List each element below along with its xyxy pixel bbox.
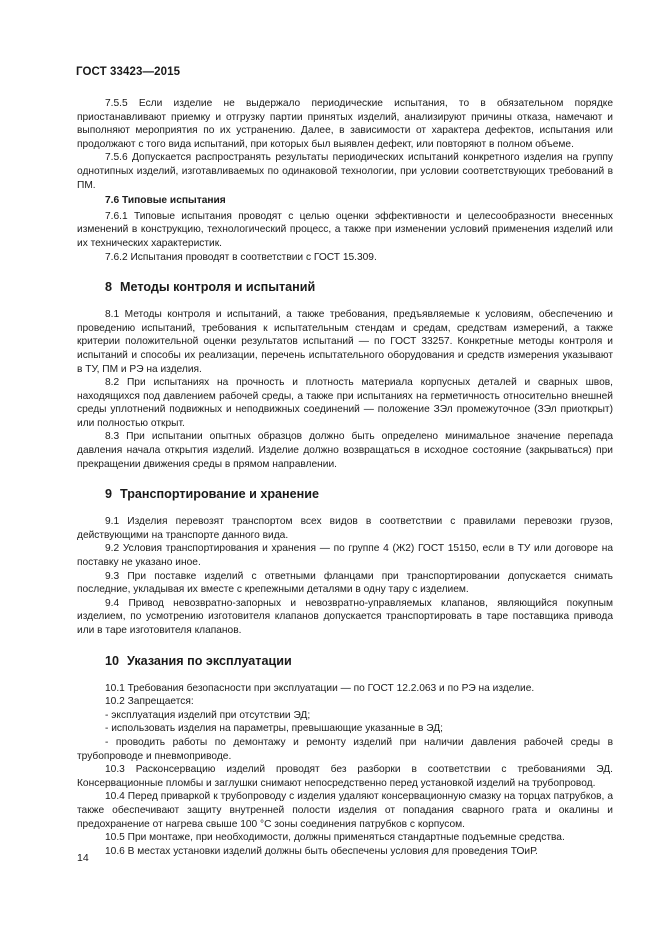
section-heading-8 bbox=[105, 280, 613, 294]
section-title: Методы контроля и испытаний bbox=[120, 280, 316, 295]
clause-10-1: 10.1 Требования безопасности при эксплуатации — по ГОСТ 12.2.063 и по РЭ на изделие. bbox=[105, 682, 535, 694]
clause-9-4: 9.4 Привод невозвратно-запорных и невозвратно-управляемых клапанов, являющийся покупным изделием, по усмотрению изготовителя клапанов допускается транспортировать в таре поставщика привода или в таре изготовителя клапанов. bbox=[77, 597, 613, 636]
list-item: - проводить работы по демонтажу и ремонту изделий при наличии давления рабочей среды в трубопроводе и пневмоприводе. bbox=[77, 736, 613, 762]
clause-10-5: 10.5 При монтаже, при необходимости, должны применяться стандартные подъемные средства. bbox=[105, 832, 565, 844]
clause-9-1: 9.1 Изделия перевозят транспортом всех видов в соответствии с правилами перевозки грузов, действующими на транспорте данного вида. bbox=[77, 516, 613, 541]
page-number: 14 bbox=[77, 852, 89, 864]
section-number: 9 bbox=[105, 487, 113, 502]
list-item: - эксплуатация изделий при отсутствии ЭД; bbox=[105, 709, 311, 721]
subsection-title-7-6: 7.6 Типовые испытания bbox=[105, 195, 226, 207]
list-item: - использовать изделия на параметры, превышающие указанные в ЭД; bbox=[105, 723, 443, 735]
clause-9-3: 9.3 При поставке изделий с ответными фланцами при транспортировании допускается снимать последние, укладывая их вместе с крепежными деталями в одну тару с изделием. bbox=[77, 570, 613, 596]
clause-8-2: 8.2 При испытаниях на прочность и плотность материала корпусных деталей и сварных швов, находящихся под давлением рабочей среды, а также при испытаниях на герметичность относительно внешней среды уплотнений подвижных и неподвижных соединений — положение ЗЭл промежуточное (ЗЭл приоткрыт) или полностью открыт. bbox=[77, 377, 613, 429]
clause-8-1: 8.1 Методы контроля и испытаний, а также требования, предъявляемые к условиям, обеспечению и проведению испытаний, требования к испытательным стендам и средам, средствам измерений, а также критерии положительной оценки результатов испытаний — по ГОСТ 33257. Конкретные методы контроля и испытаний и способы их реализации, перечень испытательного оборудования и средств измерения указывают в ТУ, ПМ и РЭ на изделия. bbox=[77, 309, 613, 375]
clause-10-3: 10.3 Расконсервацию изделий проводят без разборки в соответствии с требованиями ЭД. Консервационные пломбы и заглушки снимают непосредственно перед установкой изделий на трубопровод. bbox=[77, 764, 613, 789]
clause-10-4: 10.4 Перед приваркой к трубопроводу с изделия удаляют консервационную смазку на торцах патрубков, а также обеспечивают защиту внутренней полости изделия от попадания сварного грата и окалины и предохранение от нагрева свыше 100 °С зоны соединения патрубков с корпусом. bbox=[77, 791, 613, 830]
clause-7-5-5: 7.5.5 Если изделие не выдержало периодические испытания, то в обязательном порядке приостанавливают приемку и отгрузку партии принятых изделий, анализируют причины отказа, намечают и выполняют мероприятия по их устранению. Далее, в зависимости от характера дефектов, испытания или продолжают с того вида испытаний, при которых был выявлен дефект, или повторяют в полном объеме. bbox=[77, 98, 613, 150]
section-number: 8 bbox=[105, 280, 113, 295]
document-code: ГОСТ 33423—2015 bbox=[76, 66, 181, 78]
clause-9-2: 9.2 Условия транспортирования и хранения — по группе 4 (Ж2) ГОСТ 15150, если в ТУ или договоре на поставку не указано иное. bbox=[77, 543, 613, 569]
clause-7-6-1: 7.6.1 Типовые испытания проводят с целью оценки эффективности и целесообразности внесенных изменений в конструкцию, технологический процесс, а также при изменении условий применения изделий или их технических характеристик. bbox=[77, 210, 613, 249]
section-number: 10 bbox=[105, 653, 120, 668]
clause-7-6-2: 7.6.2 Испытания проводят в соответствии с ГОСТ 15.309. bbox=[105, 251, 377, 263]
clause-8-3: 8.3 При испытании опытных образцов должно быть определено минимальное значение перепада давления начала открытия изделий. Изделие должно возвращаться в исходное состояние (закрываться) при прекращении движения среды в прямом направлении. bbox=[77, 431, 613, 470]
section-heading-10 bbox=[105, 654, 613, 668]
clause-7-5-6: 7.5.6 Допускается распространять результаты периодических испытаний конкретного изделия на группу однотипных изделий, изготавливаемых по одинаковой технологии, при условии соответствующих требований в ПМ. bbox=[77, 152, 613, 191]
section-title: Указания по эксплуатации bbox=[127, 653, 292, 668]
section-heading-9 bbox=[105, 487, 613, 501]
page-content bbox=[77, 97, 613, 858]
section-title: Транспортирование и хранение bbox=[120, 487, 319, 502]
clause-10-2: 10.2 Запрещается: bbox=[105, 696, 194, 708]
clause-10-6: 10.6 В местах установки изделий должны быть обеспечены условия для проведения ТОиР. bbox=[105, 845, 538, 857]
